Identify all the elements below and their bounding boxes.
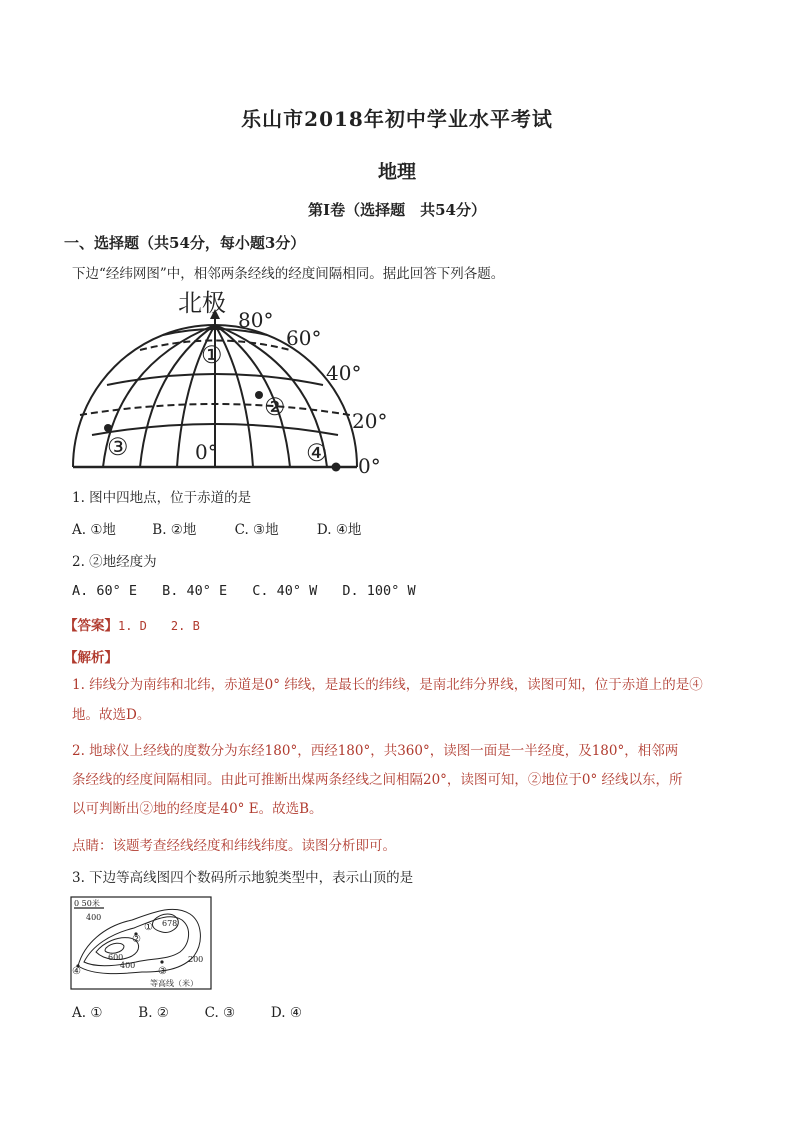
contour-label-400a: 400 <box>86 913 102 922</box>
intro-text: 下边“经纬网图”中，相邻两条经线的经度间隔相同。据此回答下列各题。 <box>72 266 505 282</box>
point-3 <box>104 424 112 432</box>
q1-option-c: C. ③地 <box>234 522 279 538</box>
subject-title: 地理 <box>377 161 416 183</box>
marker-3: ③ <box>107 433 129 461</box>
legend-label: 等高线（米） <box>150 979 198 988</box>
q1-options <box>72 518 361 538</box>
analysis-label: 【解析】 <box>64 650 118 666</box>
analysis-line-5: 以可判断出②地的经度是40° E。故选B。 <box>72 801 323 817</box>
graticule-figure <box>60 285 400 480</box>
point-2 <box>255 391 263 399</box>
analysis-line-2: 地。故选D。 <box>72 707 151 723</box>
q2-option-c: C. 40° W <box>252 583 318 599</box>
contour-label-200: 200 <box>188 955 204 964</box>
q3-option-a: A. ① <box>72 1005 103 1021</box>
analysis-line-3: 2. 地球仪上经线的度数分为东经180°，西经180°，共360°，读图一面是一半经度，及180°，相邻两 <box>72 743 679 759</box>
q2-option-d: D. 100° W <box>342 583 416 599</box>
marker-2: ② <box>264 393 286 421</box>
q1-stem: 1. 图中四地点，位于赤道的是 <box>72 490 252 506</box>
q3-option-b: B. ② <box>138 1005 169 1021</box>
section-heading: 一、选择题（共54分，每小题3分） <box>64 234 306 252</box>
marker-4: ④ <box>306 439 328 467</box>
lon0-label: 0° <box>195 440 218 464</box>
lat40-label: 40° <box>326 361 362 385</box>
marker-2: ② <box>132 934 141 945</box>
q2-stem: 2. ②地经度为 <box>72 554 157 570</box>
q2-option-b: B. 40° E <box>162 583 228 599</box>
contour-label-600: 600 <box>108 953 124 962</box>
q2-options <box>72 583 416 599</box>
contour-map-figure <box>70 896 214 992</box>
q1-option-a: A. ①地 <box>72 522 116 538</box>
q1-option-d: D. ④地 <box>316 522 362 538</box>
q3-option-c: C. ③ <box>204 1005 236 1021</box>
analysis-line-1: 1. 纬线分为南纬和北纬，赤道是0° 纬线，是最长的纬线，是南北纬分界线，读图可知，位于赤道上的是④ <box>72 677 703 693</box>
map-frame <box>71 897 211 989</box>
marker-3: ③ <box>158 966 167 977</box>
lat60-label: 60° <box>286 326 322 350</box>
marker-1: ① <box>201 341 223 369</box>
q1-option-b: B. ②地 <box>152 522 197 538</box>
analysis-line-4: 条经线的经度间隔相同。由此可推断出煤两条经线之间相隔20°，读图可知，②地位于0° 经线以东，所 <box>72 772 683 788</box>
exam-title: 乐山市2018年初中学业水平考试 <box>241 107 553 131</box>
marker-1: ① <box>144 922 153 933</box>
q2-option-a: A. 60° E <box>72 583 138 599</box>
answer-value: 1. D 2. B <box>118 619 200 633</box>
marker-4: ④ <box>72 966 81 977</box>
answer-label: 【答案】 <box>64 618 118 634</box>
contour-label-400b: 400 <box>120 961 136 970</box>
q3-options <box>72 1005 302 1021</box>
lat80-label: 80° <box>238 308 274 332</box>
answer-line <box>64 614 200 634</box>
tip-text: 点睛：该题考查经线经度和纬线纬度。读图分析即可。 <box>72 838 396 854</box>
part-title: 第Ⅰ卷（选择题 共54分） <box>308 201 486 219</box>
north-pole-label: 北极 <box>178 289 226 317</box>
contour-label-678: 678 <box>162 919 178 928</box>
lat0-label: 0° <box>358 454 381 478</box>
point-3 <box>160 960 163 963</box>
scale-label: 0 50米 <box>74 899 100 908</box>
q3-option-d: D. ④ <box>270 1005 302 1021</box>
point-4 <box>332 463 341 472</box>
q3-stem: 3. 下边等高线图四个数码所示地貌类型中，表示山顶的是 <box>72 870 414 886</box>
lat20-label: 20° <box>352 409 388 433</box>
